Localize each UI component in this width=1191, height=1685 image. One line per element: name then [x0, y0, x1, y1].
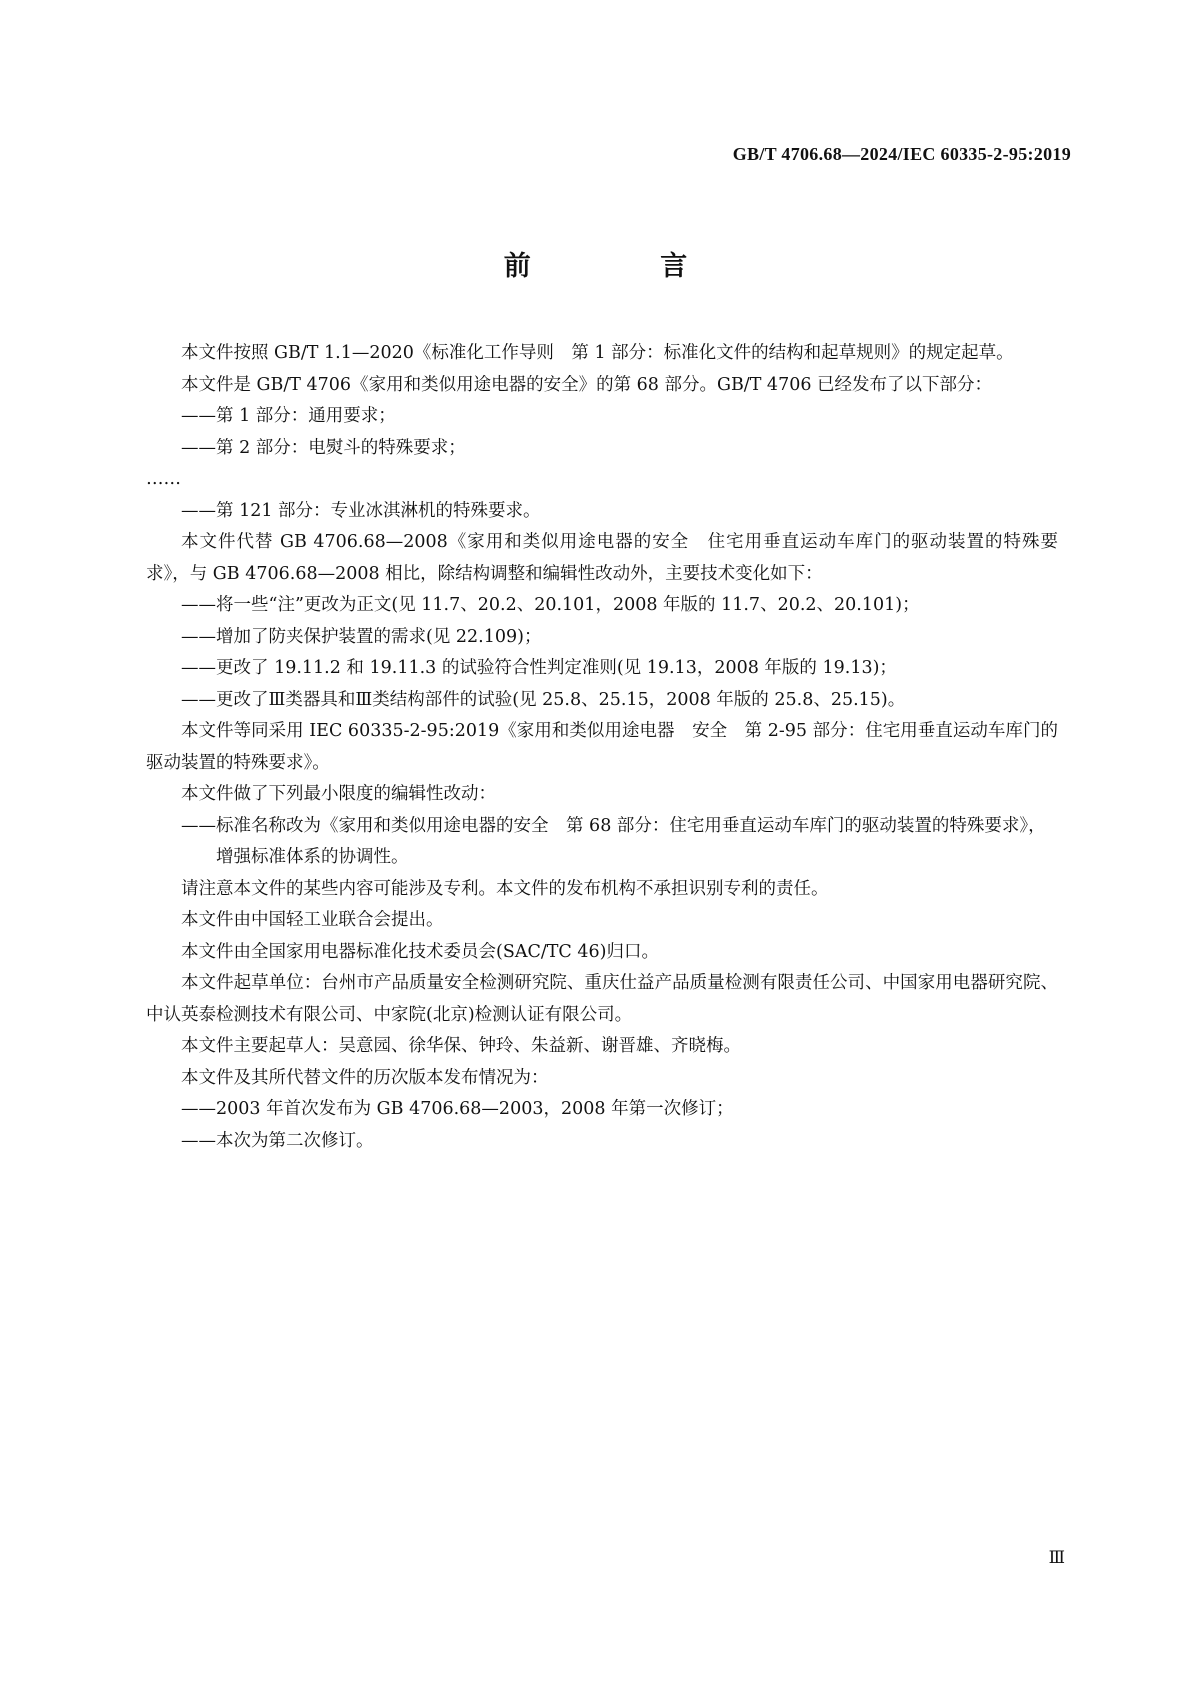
list-item: ——更改了 19.11.2 和 19.11.3 的试验符合性判定准则(见 19.13，2008 年版的 19.13)； [181, 658, 897, 678]
list-item: ——第 121 部分：专业冰淇淋机的特殊要求。 [181, 500, 541, 521]
list-item: ——第 1 部分：通用要求； [181, 406, 396, 426]
list-item: ——增加了防夹保护装置的需求(见 22.109)； [181, 626, 542, 647]
paragraph-drafting-rules: 本文件按照 GB/T 1.1—2020《标准化工作导则 第 1 部分：标准化文件的结构和起草规则》的规定起草。 [181, 343, 1014, 363]
paragraph-editorial-changes: 本文件做了下列最小限度的编辑性改动： [181, 784, 496, 804]
paragraph-patent-notice: 请注意本文件的某些内容可能涉及专利。本文件的发布机构不承担识别专利的责任。 [181, 878, 829, 899]
document-code-header: GB/T 4706.68—2024/IEC 60335-2-95:2019 [732, 144, 1071, 164]
paragraph-drafting-units: 本文件起草单位：台州市产品质量安全检测研究院、重庆仕益产品质量检测有限责任公司、中国家用电器研究院、中认英泰检测技术有限公司、中家院(北京)检测认证有限公司。 [146, 973, 1058, 1025]
list-item: ——第 2 部分：电熨斗的特殊要求； [181, 437, 466, 458]
paragraph-series-parts: 本文件是 GB/T 4706《家用和类似用途电器的安全》的第 68 部分。GB/T 4706 已经发布了以下部分： [181, 374, 993, 395]
list-item: ——2003 年首次发布为 GB 4706.68—2003，2008 年第一次修订； [181, 1099, 734, 1119]
foreword-body [146, 338, 1058, 1157]
list-item: ——将一些“注”更改为正文(见 11.7、20.2、20.101，2008 年版的 11.7、20.2、20.101)； [181, 595, 920, 615]
page-title: 前 言 [503, 251, 748, 282]
list-item: ——本次为第二次修订。 [181, 1130, 374, 1151]
list-ellipsis: …… [146, 469, 181, 489]
paragraph-identical-adoption: 本文件等同采用 IEC 60335-2-95:2019《家用和类似用途电器 安全 第 2-95 部分：住宅用垂直运动车库门的驱动装置的特殊要求》。 [146, 721, 1058, 773]
list-item: ——标准名称改为《家用和类似用途电器的安全 第 68 部分：住宅用垂直运动车库门的驱动装置的特殊要求》，增强标准体系的协调性。 [181, 815, 1046, 867]
paragraph-replaces: 本文件代替 GB 4706.68—2008《家用和类似用途电器的安全 住宅用垂直运动车库门的驱动装置的特殊要求》，与 GB 4706.68—2008 相比，除结构调整和编辑性改动外，主要技术变化如下： [146, 532, 1058, 584]
paragraph-proposed-by: 本文件由中国轻工业联合会提出。 [181, 910, 444, 930]
paragraph-drafters: 本文件主要起草人：吴意园、徐华保、钟玲、朱益新、谢晋雄、齐晓梅。 [181, 1036, 741, 1056]
list-item: ——更改了Ⅲ类器具和Ⅲ类结构部件的试验(见 25.8、25.15，2008 年版的 25.8、25.15)。 [181, 689, 906, 710]
paragraph-version-history: 本文件及其所代替文件的历次版本发布情况为： [181, 1067, 549, 1088]
page-number: Ⅲ [1048, 1548, 1065, 1567]
paragraph-centralized-by: 本文件由全国家用电器标准化技术委员会(SAC/TC 46)归口。 [181, 941, 659, 962]
